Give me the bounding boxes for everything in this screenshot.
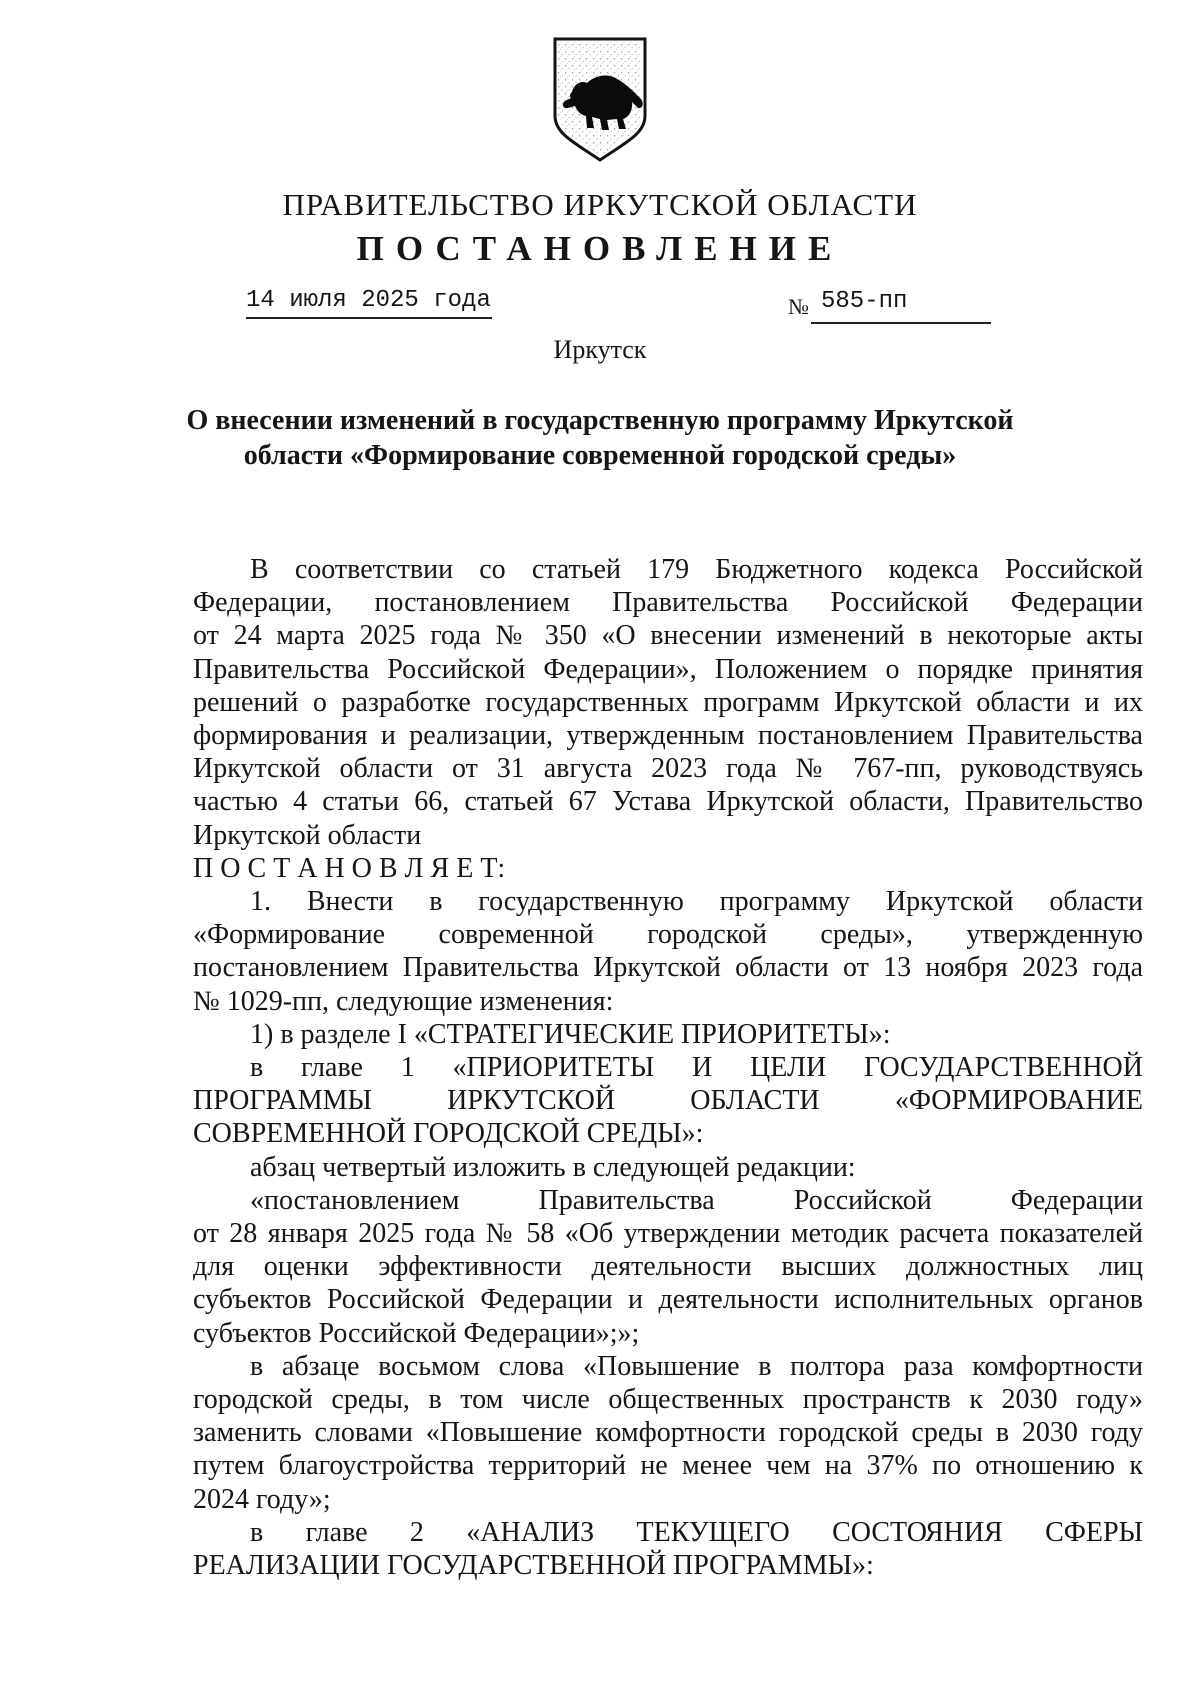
number-value: 585-пп	[811, 288, 991, 324]
document-type-heading: ПОСТАНОВЛЕНИЕ	[356, 229, 844, 268]
body-line: субъектов Российской Федерации и деятельности исполнительных органов	[193, 1284, 1143, 1316]
body-line: абзац четвертый изложить в следующей редакции:	[250, 1151, 856, 1183]
body-line: путем благоустройства территорий не менее чем на 37% по отношению к	[193, 1450, 1143, 1482]
body-line: от 24 марта 2025 года № 350 «О внесении изменений в некоторые акты	[193, 620, 1143, 652]
body-line: РЕАЛИЗАЦИИ ГОСУДАРСТВЕННОЙ ПРОГРАММЫ»:	[193, 1550, 874, 1582]
body-line: Правительства Российской Федерации», Положением о порядке принятия	[193, 653, 1143, 685]
body-line: 1. Внести в государственную программу Иркутской области	[250, 886, 1143, 918]
body-line: «Формирование современной городской среды», утвержденную	[193, 919, 1143, 951]
body-line: Федерации, постановлением Правительства Российской Федерации	[193, 587, 1143, 619]
body-line: формирования и реализации, утвержденным постановлением Правительства	[193, 720, 1143, 752]
body-line: постановлением Правительства Иркутской области от 13 ноября 2023 года	[193, 952, 1143, 984]
body-line: субъектов Российской Федерации»;»;	[193, 1317, 640, 1349]
document-title	[0, 403, 1200, 473]
document-title-line: области «Формирование современной городской среды»	[243, 440, 957, 471]
document-title-line: О внесении изменений в государственную программу Иркутской	[186, 405, 1014, 436]
date-value: 14 июля 2025 года	[246, 287, 491, 314]
body-line: городской среды, в том числе общественных пространств к 2030 году»	[193, 1384, 1143, 1416]
body-line: для оценки эффективности деятельности высших должностных лиц	[193, 1251, 1143, 1283]
body-text	[193, 553, 1143, 1582]
body-line: П О С Т А Н О В Л Я Е Т:	[193, 852, 506, 884]
body-line: частью 4 статьи 66, статьей 67 Устава Иркутской области, Правительство	[193, 786, 1143, 818]
organization-name: ПРАВИТЕЛЬСТВО ИРКУТСКОЙ ОБЛАСТИ	[282, 187, 918, 222]
body-line: в абзаце восьмом слова «Повышение в полтора раза комфортности	[250, 1350, 1143, 1382]
meta-row	[0, 287, 1200, 325]
body-line: «постановлением Правительства Российской Федерации	[250, 1184, 1143, 1216]
body-line: СОВРЕМЕННОЙ ГОРОДСКОЙ СРЕДЫ»:	[193, 1118, 704, 1150]
body-line: в главе 2 «АНАЛИЗ ТЕКУЩЕГО СОСТОЯНИЯ СФЕРЫ	[250, 1516, 1143, 1548]
body-line: от 28 января 2025 года № 58 «Об утверждении методик расчета показателей	[193, 1218, 1143, 1250]
city-label: Иркутск	[553, 335, 647, 364]
body-line: 1) в разделе I «СТРАТЕГИЧЕСКИЕ ПРИОРИТЕТЫ»:	[250, 1018, 891, 1050]
number-field	[788, 287, 991, 324]
number-sign: №	[788, 294, 809, 319]
date-field	[246, 287, 492, 319]
coat-of-arms	[0, 0, 1200, 171]
body-line: В соответствии со статьей 179 Бюджетного кодекса Российской	[250, 554, 1143, 585]
body-line: 2024 году»;	[193, 1483, 331, 1515]
irkutsk-coat-of-arms-icon	[550, 36, 650, 166]
body-line: Иркутской области от 31 августа 2023 года № 767-пп, руководствуясь	[193, 753, 1143, 785]
body-line: в главе 1 «ПРИОРИТЕТЫ И ЦЕЛИ ГОСУДАРСТВЕННОЙ	[250, 1052, 1143, 1084]
body-line: Иркутской области	[193, 819, 422, 851]
body-line: № 1029-пп, следующие изменения:	[193, 985, 614, 1017]
body-line: решений о разработке государственных программ Иркутской области и их	[193, 686, 1143, 718]
body-line: ПРОГРАММЫ ИРКУТСКОЙ ОБЛАСТИ «ФОРМИРОВАНИЕ	[193, 1085, 1143, 1117]
body-line: заменить словами «Повышение комфортности городской среды в 2030 году	[193, 1417, 1143, 1449]
